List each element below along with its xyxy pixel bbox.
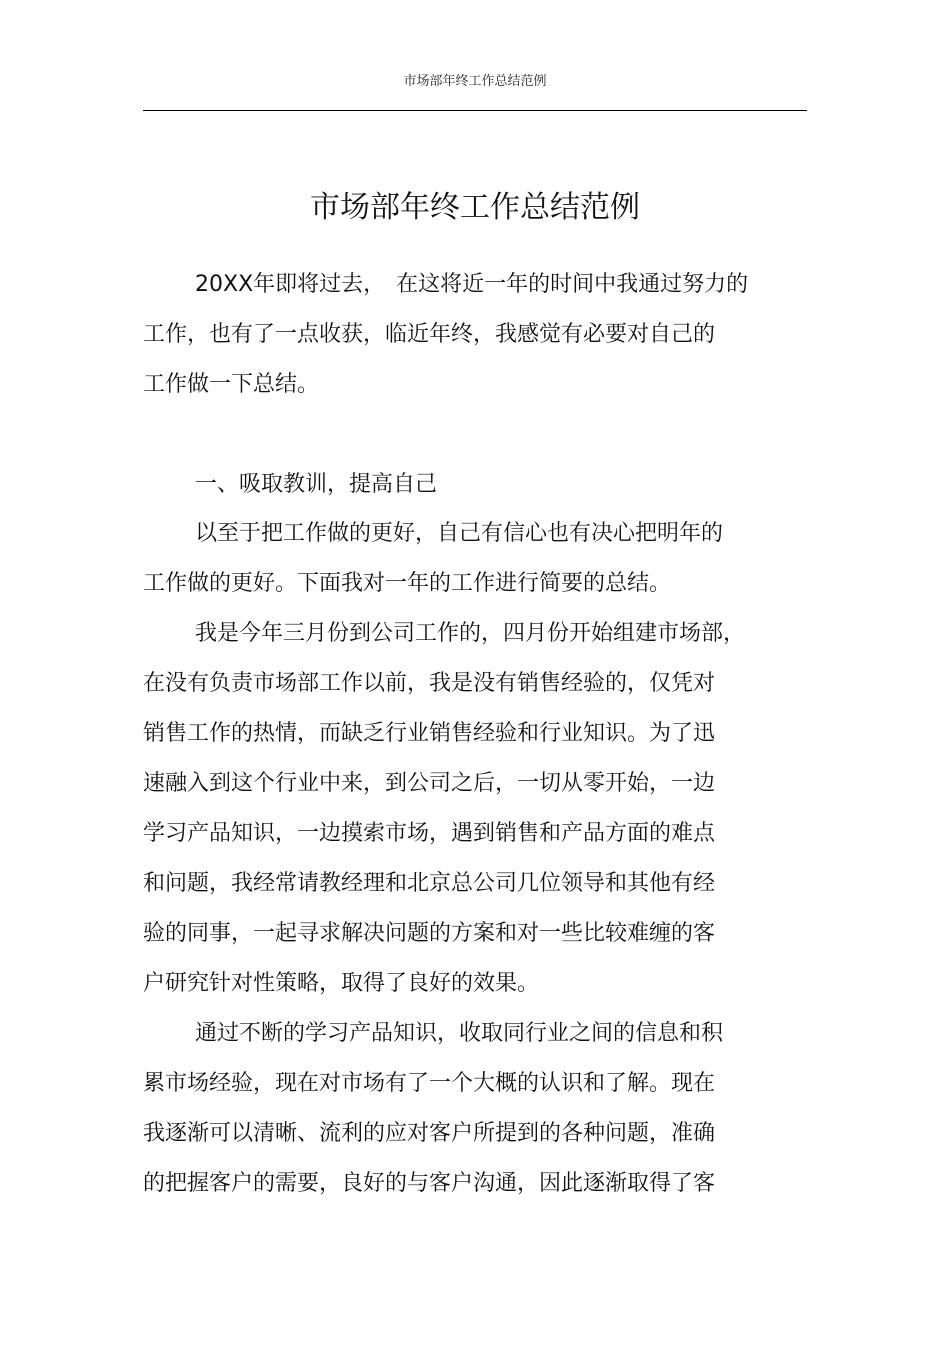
body-line: 通过不断的学习产品知识，收取同行业之间的信息和积 bbox=[195, 1021, 724, 1046]
running-header: 市场部年终工作总结范例 bbox=[403, 74, 547, 89]
body-line: 学习产品知识，一边摸索市场，遇到销售和产品方面的难点 bbox=[143, 821, 716, 846]
body-line: 以至于把工作做的更好，自己有信心也有决心把明年的 bbox=[195, 521, 724, 546]
body-line: 我逐渐可以清晰、流利的应对客户所提到的各种问题，准确 bbox=[143, 1121, 716, 1146]
body-line: 销售工作的热情，而缺乏行业销售经验和行业知识。为了迅 bbox=[143, 721, 716, 746]
body-line: 验的同事，一起寻求解决问题的方案和对一些比较难缠的客 bbox=[143, 921, 716, 946]
body-line: 在没有负责市场部工作以前，我是没有销售经验的，仅凭对 bbox=[143, 671, 716, 696]
body-line: 户研究针对性策略，取得了良好的效果。 bbox=[143, 971, 540, 996]
body-line: 工作做的更好。下面我对一年的工作进行简要的总结。 bbox=[143, 571, 672, 596]
section-heading: 一、吸取教训，提高自己 bbox=[195, 472, 438, 497]
document-title: 市场部年终工作总结范例 bbox=[310, 190, 640, 225]
body-line: 和问题，我经常请教经理和北京总公司几位领导和其他有经 bbox=[143, 871, 716, 896]
body-line: 20XX年即将过去， 在这将近一年的时间中我通过努力的 bbox=[195, 272, 749, 297]
body-line: 速融入到这个行业中来，到公司之后，一切从零开始，一边 bbox=[143, 771, 716, 796]
body-line: 的把握客户的需要，良好的与客户沟通，因此逐渐取得了客 bbox=[143, 1171, 716, 1196]
header-divider bbox=[143, 110, 807, 111]
body-line: 工作做一下总结。 bbox=[143, 372, 320, 397]
body-line: 累市场经验，现在对市场有了一个大概的认识和了解。现在 bbox=[143, 1071, 716, 1096]
body-line: 工作，也有了一点收获，临近年终，我感觉有必要对自己的 bbox=[143, 322, 716, 347]
body-line: 我是今年三月份到公司工作的，四月份开始组建市场部， bbox=[195, 621, 746, 646]
